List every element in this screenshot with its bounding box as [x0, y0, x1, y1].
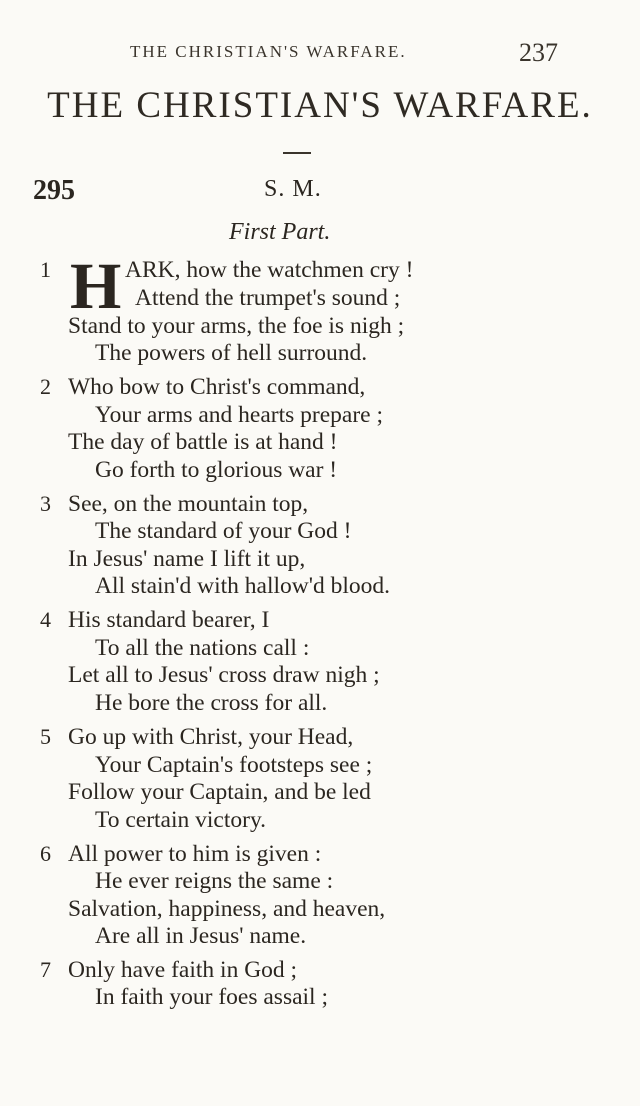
verse-line: Stand to your arms, the foe is nigh ;	[68, 313, 405, 339]
hymn-number: 295	[33, 175, 75, 206]
verse-line: Attend the trumpet's sound ;	[135, 285, 401, 311]
verse-line: Are all in Jesus' name.	[95, 923, 307, 949]
verse-line: The powers of hell surround.	[95, 340, 368, 366]
verse-line: To all the nations call :	[95, 635, 310, 661]
section-title: THE CHRISTIAN'S WARFARE.	[47, 85, 593, 126]
verse-line: Let all to Jesus' cross draw nigh ;	[68, 662, 380, 688]
stanza-number: 5	[40, 724, 51, 749]
verse-line: ARK, how the watchmen cry !	[125, 257, 414, 283]
hymn-part: First Part.	[229, 219, 331, 245]
verse-line: He ever reigns the same :	[95, 868, 334, 894]
hymn-meter: S. M.	[264, 176, 322, 202]
verse-line: Who bow to Christ's command,	[68, 374, 366, 400]
divider-rule	[283, 152, 311, 154]
verse-line: All stain'd with hallow'd blood.	[95, 573, 391, 599]
verse-line: The standard of your God !	[95, 518, 352, 544]
verse-line: Your Captain's footsteps see ;	[95, 752, 373, 778]
verse-line: The day of battle is at hand !	[68, 429, 338, 455]
verse-line: Your arms and hearts prepare ;	[95, 402, 384, 428]
verse-line: All power to him is given :	[68, 841, 322, 867]
verse-line: See, on the mountain top,	[68, 491, 309, 517]
verse-line: In faith your foes assail ;	[95, 984, 328, 1010]
page-number: 237	[519, 38, 558, 67]
verse-line: In Jesus' name I lift it up,	[68, 546, 306, 572]
verse-line: He bore the cross for all.	[95, 690, 328, 716]
stanza-number: 3	[40, 491, 51, 516]
verse-line: Salvation, happiness, and heaven,	[68, 896, 386, 922]
verse-line: Follow your Captain, and be led	[68, 779, 371, 805]
verse-line: His standard bearer, I	[68, 607, 270, 633]
verse-line: Go forth to glorious war !	[95, 457, 338, 483]
stanza-number: 4	[40, 607, 51, 632]
stanza-number: 2	[40, 374, 51, 399]
running-title: THE CHRISTIAN'S WARFARE.	[130, 42, 407, 61]
verse-line: Only have faith in God ;	[68, 957, 298, 983]
verse-line: Go up with Christ, your Head,	[68, 724, 354, 750]
stanza-number: 6	[40, 841, 51, 866]
verse-line: To certain victory.	[95, 807, 267, 833]
running-head	[0, 38, 640, 68]
stanza-number: 7	[40, 957, 51, 982]
drop-cap: H	[70, 250, 122, 323]
stanza-number: 1	[40, 257, 51, 282]
